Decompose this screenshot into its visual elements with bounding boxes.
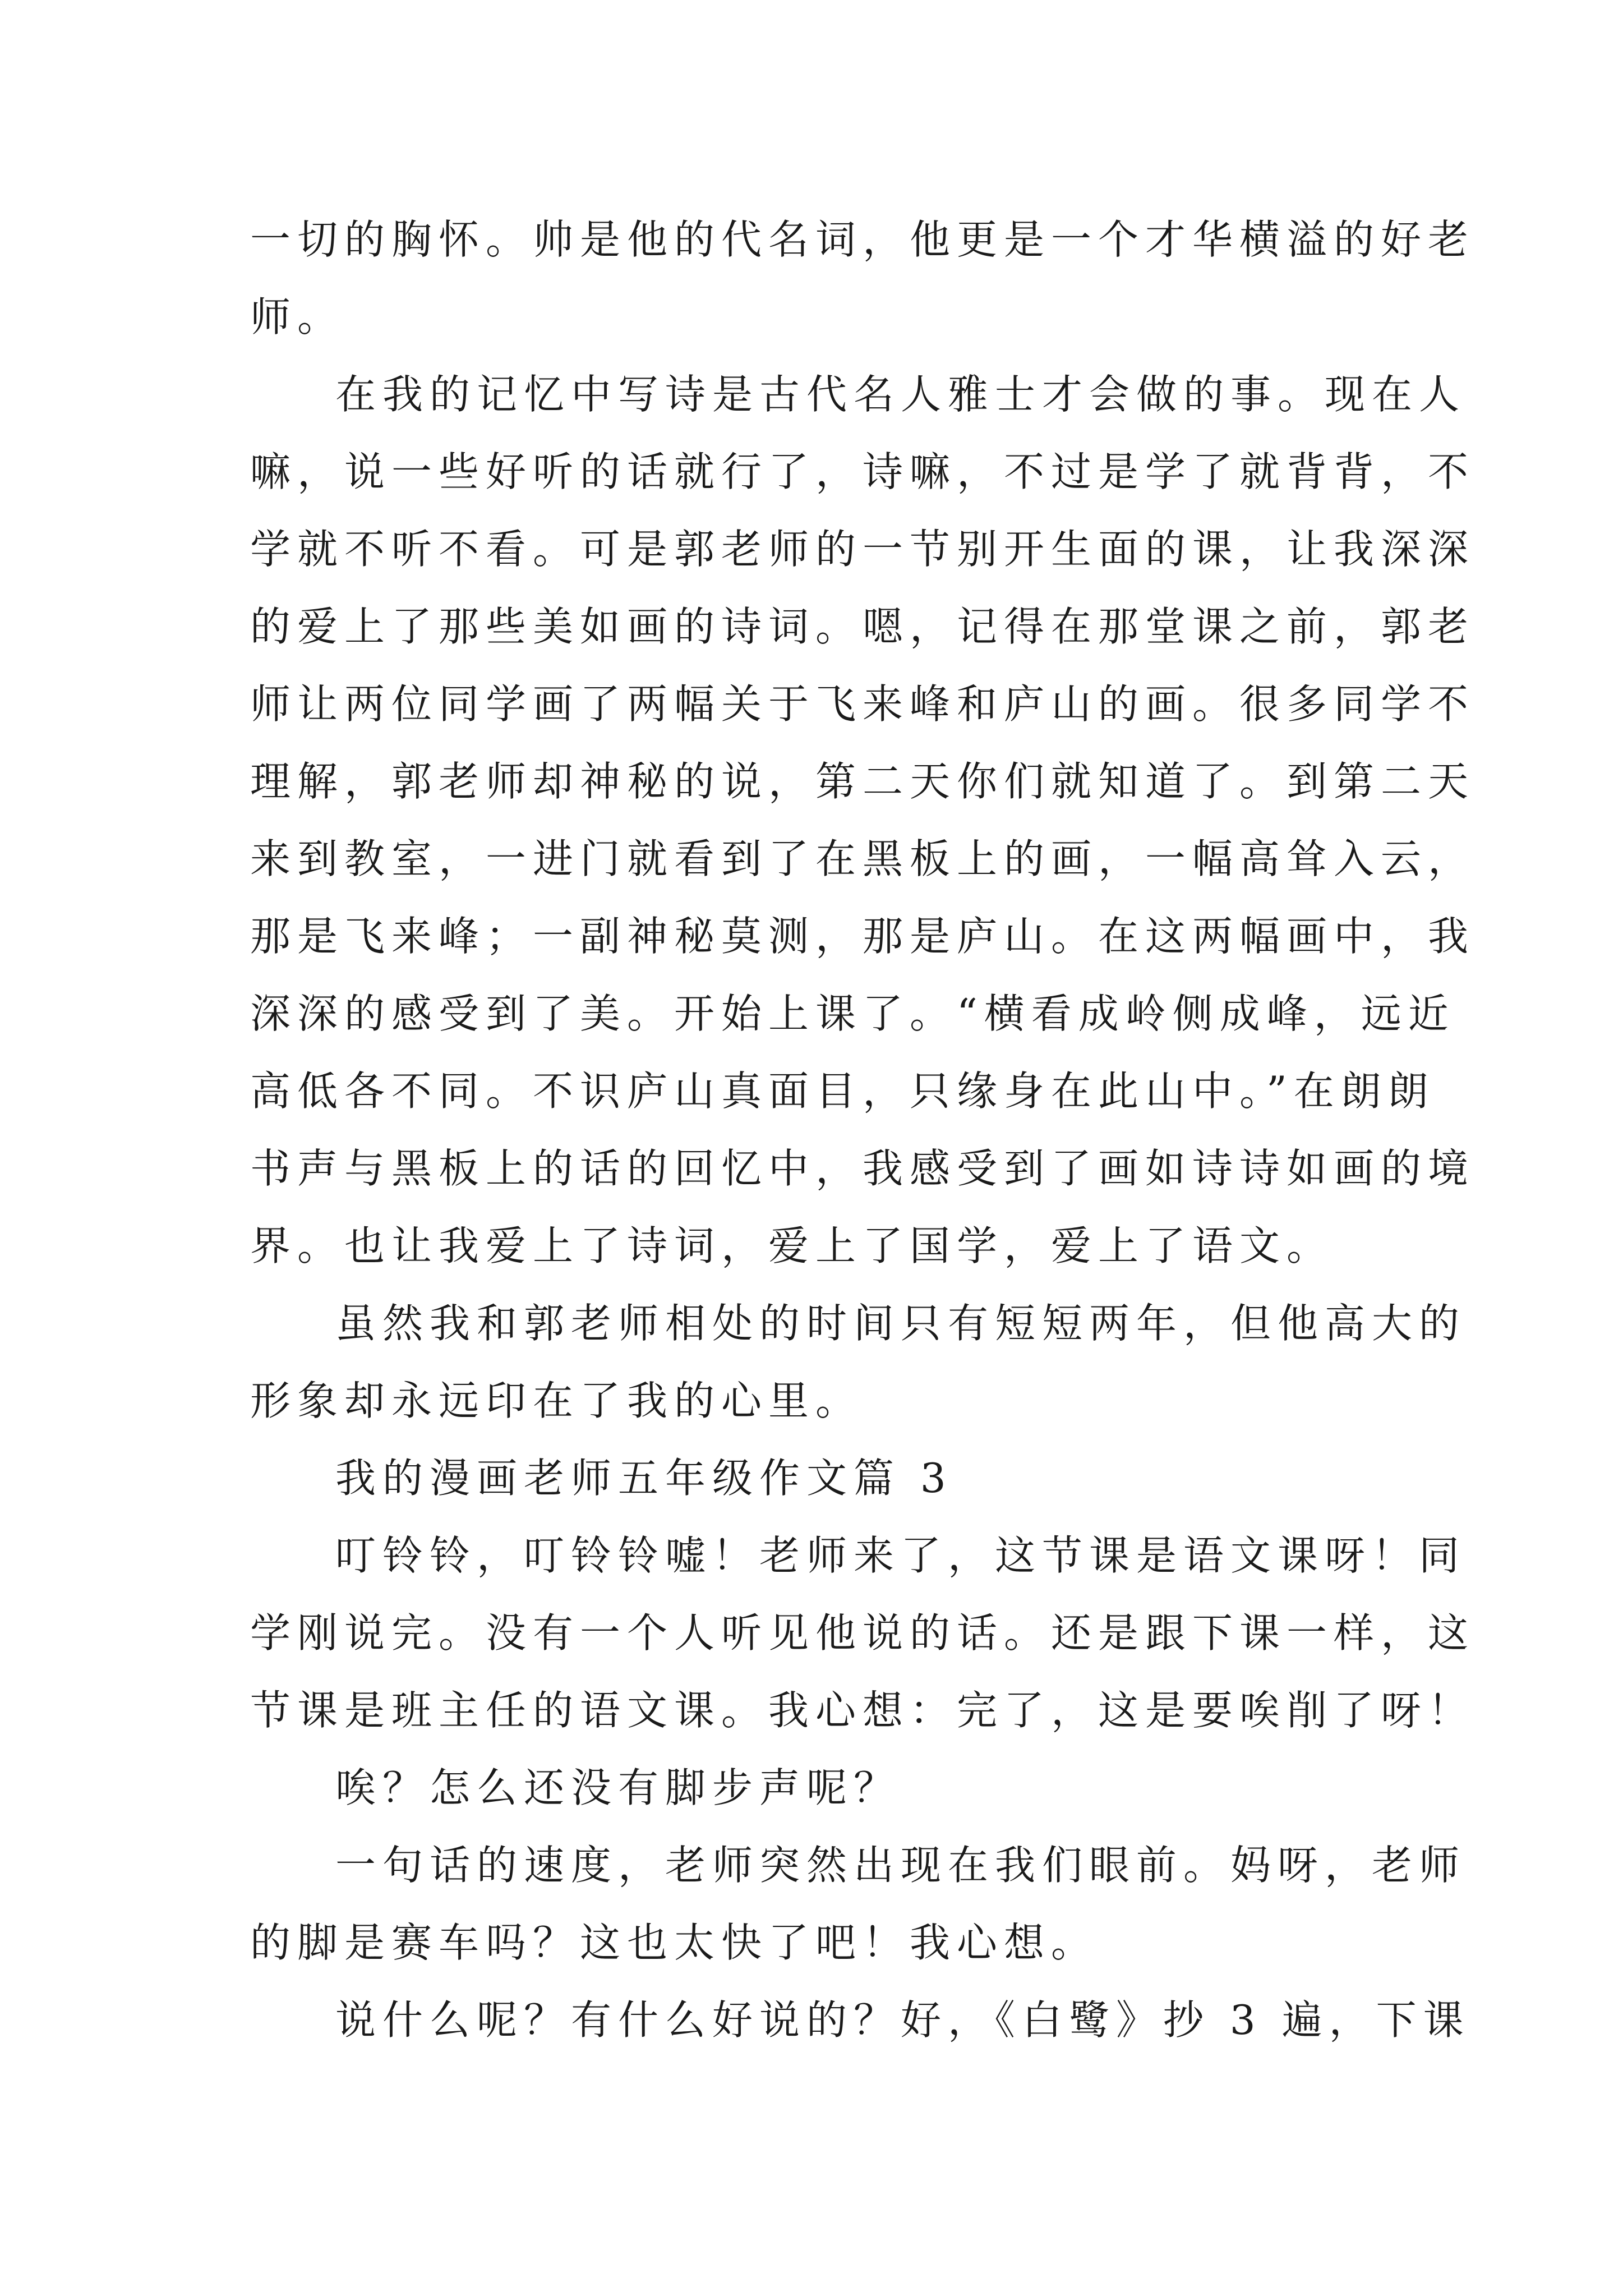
paragraph-start: 一句话的速度，老师突然出现在我们眼前。妈呀，老师 bbox=[335, 1842, 1467, 1889]
paragraph-start: 在我的记忆中写诗是古代名人雅士才会做的事。现在人 bbox=[335, 371, 1467, 418]
paragraph-start: 说什么呢？有什么好说的？好，《白鹭》抄 3 遍，下课 bbox=[335, 1996, 1470, 2044]
text-line: 那是飞来峰；一副神秘莫测，那是庐山。在这两幅画中，我 bbox=[250, 913, 1476, 960]
text-line: 节课是班主任的语文课。我心想：完了，这是要唉削了呀！ bbox=[250, 1687, 1476, 1734]
text-line: 师让两位同学画了两幅关于飞来峰和庐山的画。很多同学不 bbox=[250, 680, 1476, 728]
text-line: 的爱上了那些美如画的诗词。嗯，记得在那堂课之前，郭老 bbox=[250, 603, 1476, 650]
text-line: 的脚是赛车吗？这也太快了吧！我心想。 bbox=[250, 1919, 1099, 1966]
text-line: 学就不听不看。可是郭老师的一节别开生面的课，让我深深 bbox=[250, 526, 1476, 573]
text-line: 书声与黑板上的话的回忆中，我感受到了画如诗诗如画的境 bbox=[250, 1145, 1476, 1192]
text-line: 来到教室，一进门就看到了在黑板上的画，一幅高耸入云， bbox=[250, 835, 1476, 882]
paragraph-start: 唉？怎么还没有脚步声呢？ bbox=[335, 1764, 901, 1811]
paragraph-start: 叮铃铃，叮铃铃嘘！老师来了，这节课是语文课呀！同 bbox=[335, 1532, 1467, 1579]
text-line: 界。也让我爱上了诗词，爱上了国学，爱上了语文。 bbox=[250, 1222, 1334, 1269]
text-line: 学刚说完。没有一个人听见他说的话。还是跟下课一样，这 bbox=[250, 1609, 1476, 1657]
text-line: 嘛，说一些好听的话就行了，诗嘛，不过是学了就背背，不 bbox=[250, 448, 1476, 495]
section-heading: 我的漫画老师五年级作文篇 3 bbox=[335, 1455, 953, 1502]
text-line: 师。 bbox=[250, 293, 345, 341]
text-line: 高低各不同。不识庐山真面目，只缘身在此山中。”在朗朗 bbox=[250, 1068, 1435, 1115]
text-line: 一切的胸怀。帅是他的代名词，他更是一个才华横溢的好老 bbox=[250, 216, 1476, 263]
text-line: 理解，郭老师却神秘的说，第二天你们就知道了。到第二天 bbox=[250, 758, 1476, 805]
paragraph-start: 虽然我和郭老师相处的时间只有短短两年，但他高大的 bbox=[335, 1300, 1467, 1347]
text-line: 深深的感受到了美。开始上课了。“横看成岭侧成峰，远近 bbox=[250, 990, 1455, 1037]
text-line: 形象却永远印在了我的心里。 bbox=[250, 1377, 863, 1424]
